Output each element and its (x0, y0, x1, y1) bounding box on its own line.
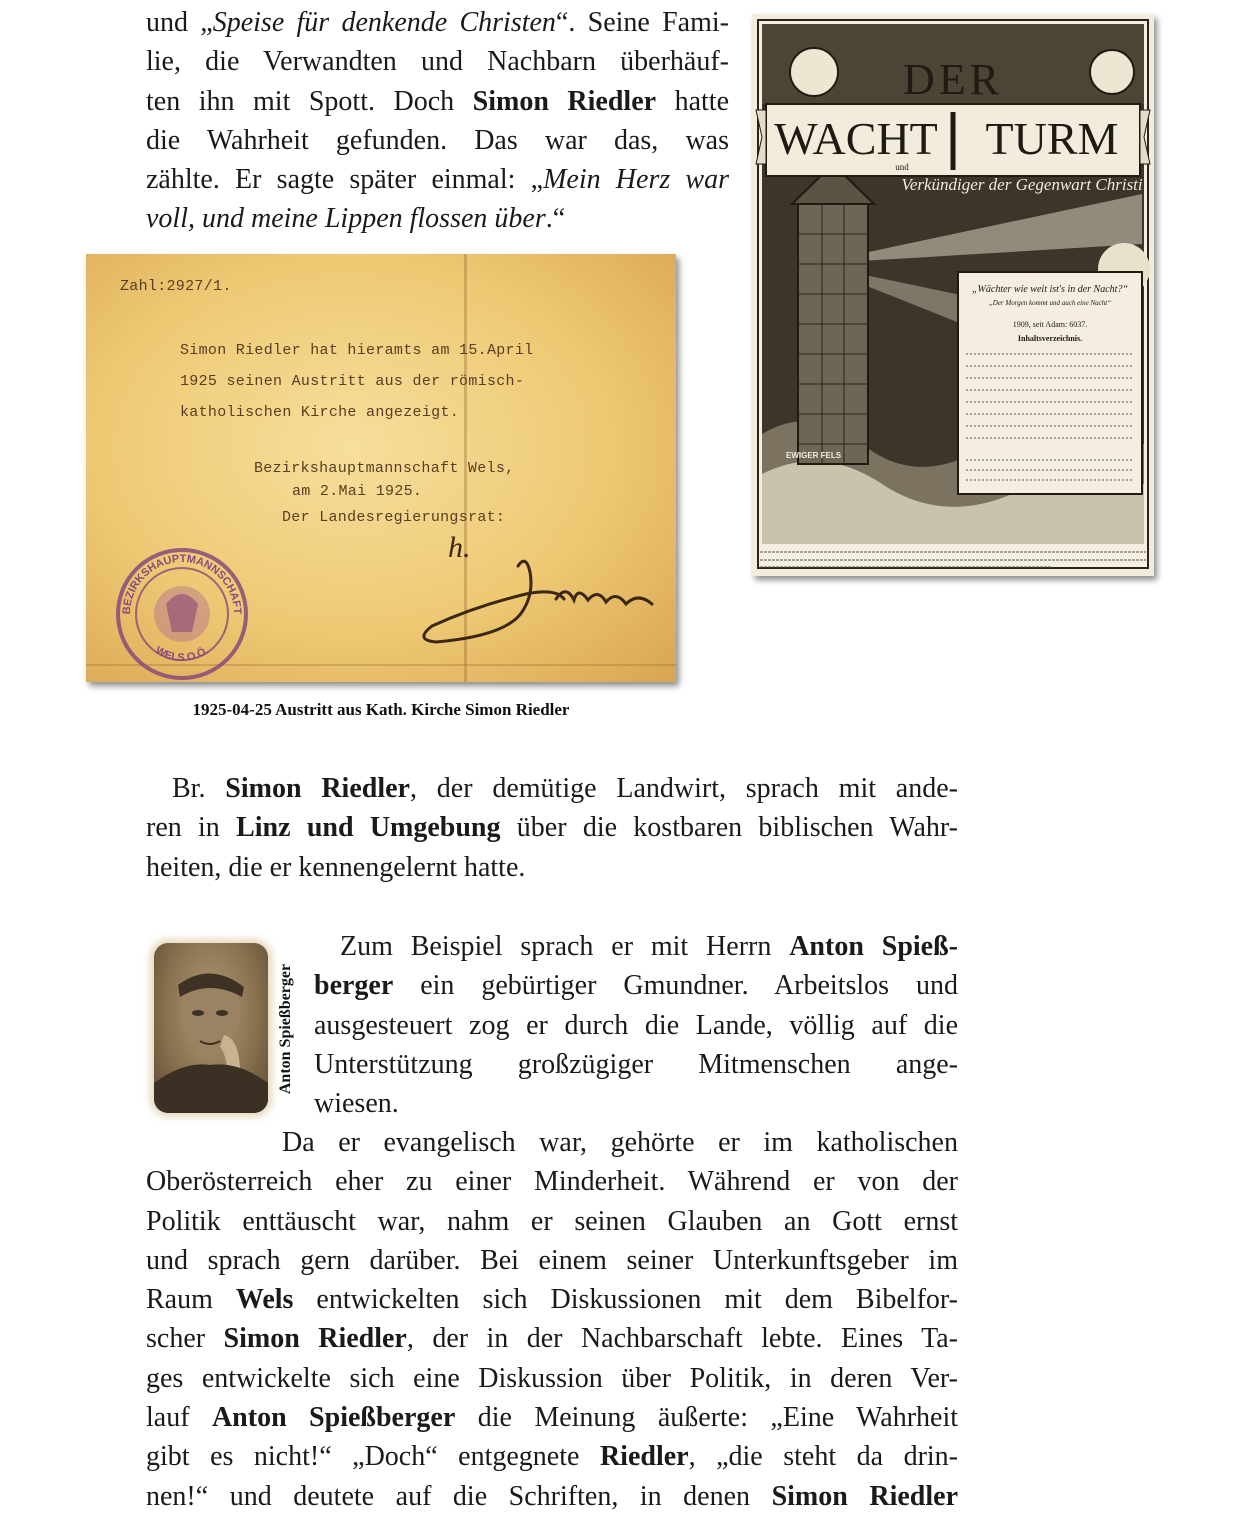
person-name: Simon Riedler (225, 773, 410, 804)
document-number: Zahl:2927/1. (120, 278, 232, 295)
text-run: über die kostbaren biblischen Wahr- (500, 812, 958, 844)
text-line (314, 927, 958, 966)
cover-subtitle: Verkündiger der Gegenwart Christi (901, 175, 1143, 194)
paragraph-3-part-2 (146, 1123, 958, 1516)
paragraph-3-part-1 (314, 927, 958, 1123)
text-line: ges entwickelte sich eine Diskussion über Politik, in deren Ver- (146, 1362, 958, 1394)
text-run: lauf (146, 1402, 212, 1434)
stamp-and-signature (86, 254, 676, 682)
text-line: Oberösterreich eher zu einer Minderheit. Während er von der (146, 1166, 958, 1198)
cover-title-left: WACHT (774, 113, 938, 164)
document-line: 1925 seinen Austritt aus der römisch- (180, 373, 525, 390)
person-name: Anton Spießberger (211, 1402, 456, 1434)
text-line (146, 1437, 958, 1476)
text-line: die Wahrheit gefunden. Das war das, was (146, 124, 729, 156)
italic-quote: Mein Herz war (543, 164, 730, 196)
portrait-caption-text: Anton Spießberger (277, 963, 294, 1095)
text-line (146, 1280, 958, 1319)
wachtturm-cover-image (752, 14, 1154, 576)
text-run: Br. (172, 773, 226, 804)
text-line: lie, die Verwandten und Nachbarn überhäuf- (146, 46, 729, 78)
official-stamp (118, 550, 246, 678)
cover-quote-2: „Der Morgen kommt und auch eine Nacht“ (988, 299, 1112, 307)
cover-title-right: TURM (985, 113, 1119, 164)
text-line (146, 1319, 958, 1358)
paragraph-2 (146, 769, 958, 887)
text-line: heiten, die er kennengelernt hatte. (146, 851, 526, 883)
text-line (146, 1477, 958, 1516)
text-line: und sprach gern darüber. Bei einem seiner Unterkunftsgeber im (146, 1244, 958, 1276)
text-line: Unterstützung großzügiger Mitmenschen ange- (314, 1048, 958, 1080)
text-run: Raum (146, 1284, 236, 1316)
text-line (146, 769, 958, 808)
text-line: Politik enttäuscht war, nahm er seinen Glauben an Gott ernst (146, 1205, 958, 1237)
paragraph-top (146, 3, 729, 239)
stamp-text-bottom: WELS O.Ö. (153, 644, 211, 665)
portrait-illustration (154, 943, 268, 1113)
text-run: hatte (656, 85, 730, 117)
text-run: scher (146, 1323, 224, 1355)
document-caption: 1925-04-25 Austritt aus Kath. Kirche Simon Riedler (192, 700, 570, 719)
person-name: Anton Spieß- (789, 931, 958, 962)
text-run: entwickelten sich Diskussionen mit dem Bibelfor- (293, 1284, 958, 1316)
cover-contents-heading: Inhaltsverzeichnis. (1017, 334, 1083, 343)
document-line: Simon Riedler hat hieramts am 15.April (180, 342, 534, 359)
cover-issue: 1909, seit Adam: 6037. (1012, 320, 1088, 329)
text-line (146, 1398, 958, 1437)
text-run: zählte. Er sagte später einmal: „ (146, 164, 544, 196)
text-line (146, 82, 729, 121)
signature-initial: h. (448, 531, 471, 564)
text-run: , „die steht da drin- (688, 1441, 959, 1473)
person-name: Simon Riedler (472, 85, 657, 117)
place-name: Linz und Umgebung (236, 812, 501, 844)
person-name: Simon Riedler (771, 1480, 959, 1512)
italic-quote: voll, und meine Lippen flossen über (146, 203, 546, 235)
text-line (146, 808, 958, 847)
italic-title: Speise für denkende Christen (212, 7, 556, 38)
text-run: nen!“ und deutete auf die Schriften, in denen (146, 1480, 772, 1512)
cover-rock-label: EWIGER FELS (786, 451, 842, 460)
text-line: wiesen. (314, 1088, 399, 1120)
place-name: Wels (235, 1284, 294, 1316)
cover-subtitle-small: und (895, 162, 909, 172)
text-run: .“ (545, 203, 566, 235)
person-name: berger (314, 970, 394, 1002)
person-name: Riedler (599, 1441, 689, 1473)
document-date: am 2.Mai 1925. (292, 483, 423, 500)
text-run: ein gebürtiger Gmundner. Arbeitslos und (393, 970, 958, 1002)
text-run: Zum Beispiel sprach er mit Herrn (340, 931, 790, 962)
portrait-anton-spiessberger (154, 943, 268, 1113)
text-run: , der demütige Landwirt, sprach mit ande- (409, 773, 958, 804)
signature (424, 561, 652, 642)
portrait-caption (270, 943, 302, 1115)
cover-title-top: DER (903, 55, 1003, 104)
text-run: ren in (146, 812, 237, 844)
cover-quote: „Wächter wie weit ist's in der Nacht?“ (971, 284, 1129, 295)
text-line (146, 160, 729, 199)
text-run: die Meinung äußerte: „Eine Wahrheit (455, 1402, 959, 1434)
text-line (146, 1123, 958, 1162)
svg-text:WELS O.Ö. (153, 645, 211, 665)
person-name: Simon Riedler (223, 1323, 407, 1355)
text-run: und „ (146, 7, 213, 38)
text-line: ausgesteuert zog er durch die Lande, völlig auf die (314, 1009, 958, 1041)
austritt-document-image (86, 254, 676, 682)
document-line: katholischen Kirche angezeigt. (180, 404, 460, 421)
text-run: , der in der Nachbarschaft lebte. Eines Ta- (406, 1323, 959, 1355)
cover-illustration (752, 14, 1154, 576)
text-line (314, 966, 958, 1005)
text-run: gibt es nicht!“ „Doch“ entgegnete (146, 1441, 600, 1473)
text-run: ten ihn mit Spott. Doch (146, 85, 473, 117)
document-authority: Bezirkshauptmannschaft Wels, (254, 460, 515, 477)
text-run: Da er evangelisch war, gehörte er im katholischen (282, 1127, 958, 1158)
text-run: “. Seine Fami- (555, 7, 729, 38)
text-line (146, 3, 729, 42)
document-official: Der Landesregierungsrat: (282, 509, 506, 526)
stamp-text-top: BEZIRKSHAUPTMANNSCHAFT (120, 552, 244, 615)
text-line (146, 199, 729, 238)
